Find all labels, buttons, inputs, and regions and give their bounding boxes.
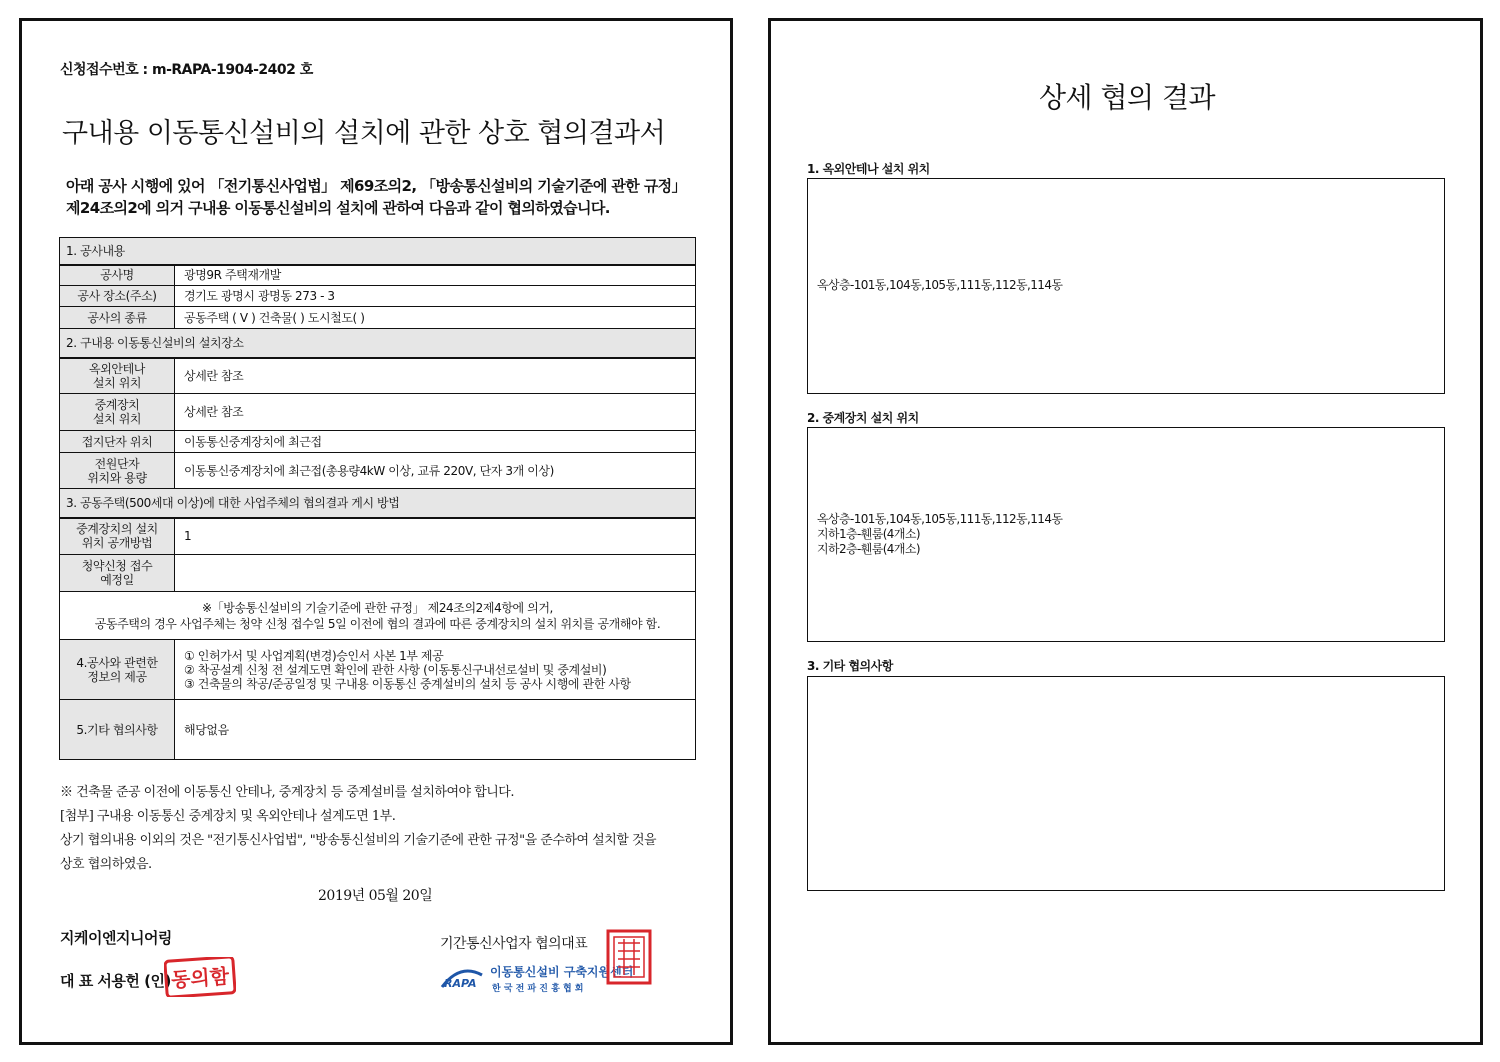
document-title: 구내용 이동통신설비의 설치에 관한 상호 협의결과서 [62, 118, 666, 149]
site-value: 경기도 광명시 광명동 273 - 3 [175, 286, 696, 307]
rapa-center-name: 이동통신설비 구축지원센터 [490, 965, 634, 979]
detail-title: 상세 협의 결과 [1039, 81, 1216, 114]
company-name: 지케이엔지니어링 [60, 929, 172, 947]
section-header: 2. 구내용 이동통신설비의 설치장소 [60, 329, 696, 358]
agreement-table [59, 237, 696, 760]
ground-label: 접지단자 위치 [60, 431, 175, 453]
agreement-form-page [19, 18, 733, 1045]
official-seal-icon [606, 929, 652, 985]
association-rep: 기간통신사업자 협의대표 [440, 936, 588, 952]
list-item: ① 인허가서 및 사업계획(변경)승인서 사본 1부 제공 [184, 648, 444, 663]
label-line: 설치 위치 [92, 375, 142, 390]
label-line: 위치와 용량 [87, 470, 147, 485]
other-matters-label: 5.기타 협의사항 [60, 700, 175, 760]
project-name-label: 공사명 [60, 265, 175, 286]
label-line: 정보의 제공 [87, 669, 147, 684]
agreement-date: 2019년 05월 20일 [318, 888, 433, 904]
other-matters-box [807, 676, 1445, 891]
label-line: 중계장치의 설치 [76, 522, 158, 537]
box-line: 지하1층-휀룸(4개소) [817, 527, 920, 541]
note-line: 상호 협의하였음. [60, 857, 152, 872]
project-name-value: 광명9R 주택재개발 [175, 265, 696, 286]
label-line: 예정일 [100, 573, 134, 587]
section-header: 1. 공사내용 [60, 238, 696, 265]
disclosure-label [60, 518, 175, 555]
section-label: 2. 중계장치 설치 위치 [807, 411, 919, 425]
type-value: 공동주택 ( V ) 건축물( ) 도시철도( ) [175, 307, 696, 329]
ground-value: 이동통신중계장치에 최근접 [175, 431, 696, 453]
box-line: 옥상층-101동,104동,105동,111동,112동,114동 [817, 512, 1063, 526]
official-seal [606, 929, 652, 989]
power-value: 이동통신중계장치에 최근접(총용량4kW 이상, 교류 220V, 단자 3개 이상) [175, 453, 696, 489]
label-line: 전원단자 [94, 456, 140, 471]
detail-results-page [768, 18, 1483, 1045]
disclosure-value: 1 [175, 518, 696, 555]
section-label: 1. 옥외안테나 설치 위치 [807, 162, 930, 176]
antenna-value: 상세란 참조 [175, 358, 696, 394]
repeater-label [60, 394, 175, 431]
representative: 대 표 서용헌 (인) [60, 972, 171, 990]
label-line: 중계장치 [94, 398, 140, 412]
other-matters-value: 해당없음 [175, 700, 696, 760]
repeater-location-box [807, 427, 1445, 642]
repeater-value: 상세란 참조 [175, 394, 696, 431]
intro-text [66, 175, 686, 219]
approval-stamp-icon [164, 957, 236, 997]
notice-line: ※「방송통신설비의 기술기준에 관한 규정」 제24조의2제4항에 의거, [202, 600, 553, 615]
label-line: 청약신청 접수 [81, 559, 153, 573]
antenna-label [60, 358, 175, 394]
note-line: 상기 협의내용 이외의 것은 "전기통신사업법", "방송통신설비의 기술기준에 관한 규정"을 준수하여 설치할 것을 [60, 833, 657, 848]
label-line: 설치 위치 [92, 412, 142, 426]
approval-stamp [164, 957, 236, 1001]
rapa-logo-text: RAPA [444, 977, 477, 990]
rapa-org-name: 한 국 전 파 진 흥 협 회 [492, 984, 584, 994]
subscription-value [175, 555, 696, 592]
stamp-text: 동의함 [170, 964, 230, 992]
note-line: [첨부] 구내용 이동통신 중계장치 및 옥외안테나 설계도면 1부. [60, 809, 396, 824]
label-line: 옥외안테나 [89, 361, 145, 376]
notice-line: 공동주택의 경우 사업주체는 청약 신청 접수일 5일 이전에 협의 결과에 따른 중계장치의 설치 위치를 공개해야 함. [94, 616, 661, 631]
box-line: 지하2층-휀룸(4개소) [817, 542, 920, 556]
box-line: 옥상층-101동,104동,105동,111동,112동,114동 [817, 278, 1063, 292]
intro-line: 아래 공사 시행에 있어 「전기통신사업법」 제69조의2, 「방송통신설비의 기술기준에 관한 규정」 [66, 177, 686, 195]
label-line: 4.공사와 관련한 [76, 655, 158, 670]
disclosure-notice [60, 592, 696, 640]
subscription-label [60, 555, 175, 592]
note-line: ※ 건축물 준공 이전에 이동통신 안테나, 중계장치 등 중계설비를 설치하여야 합니다. [60, 785, 515, 800]
intro-line: 제24조의2에 의거 구내용 이동통신설비의 설치에 관하여 다음과 같이 협의하였습니다. [66, 199, 610, 217]
receipt-number: 신청접수번호 : m-RAPA-1904-2402 호 [60, 62, 313, 78]
label-line: 위치 공개방법 [81, 536, 153, 551]
antenna-location-box [807, 178, 1445, 394]
section-header: 3. 공동주택(500세대 이상)에 대한 사업주체의 협의결과 게시 방법 [60, 489, 696, 518]
info-provision-label [60, 640, 175, 700]
list-item: ② 착공설계 신청 전 설계도면 확인에 관한 사항 (이동통신구내선로설비 및 중계설비) [184, 662, 607, 677]
site-label: 공사 장소(주소) [60, 286, 175, 307]
list-item: ③ 건축물의 착공/준공일정 및 구내용 이동통신 중계설비의 설치 등 공사 시행에 관한 사항 [184, 676, 631, 691]
section-label: 3. 기타 협의사항 [807, 659, 893, 673]
power-label [60, 453, 175, 489]
info-provision-list [175, 640, 696, 700]
footer-notes [60, 781, 700, 877]
type-label: 공사의 종류 [60, 307, 175, 329]
